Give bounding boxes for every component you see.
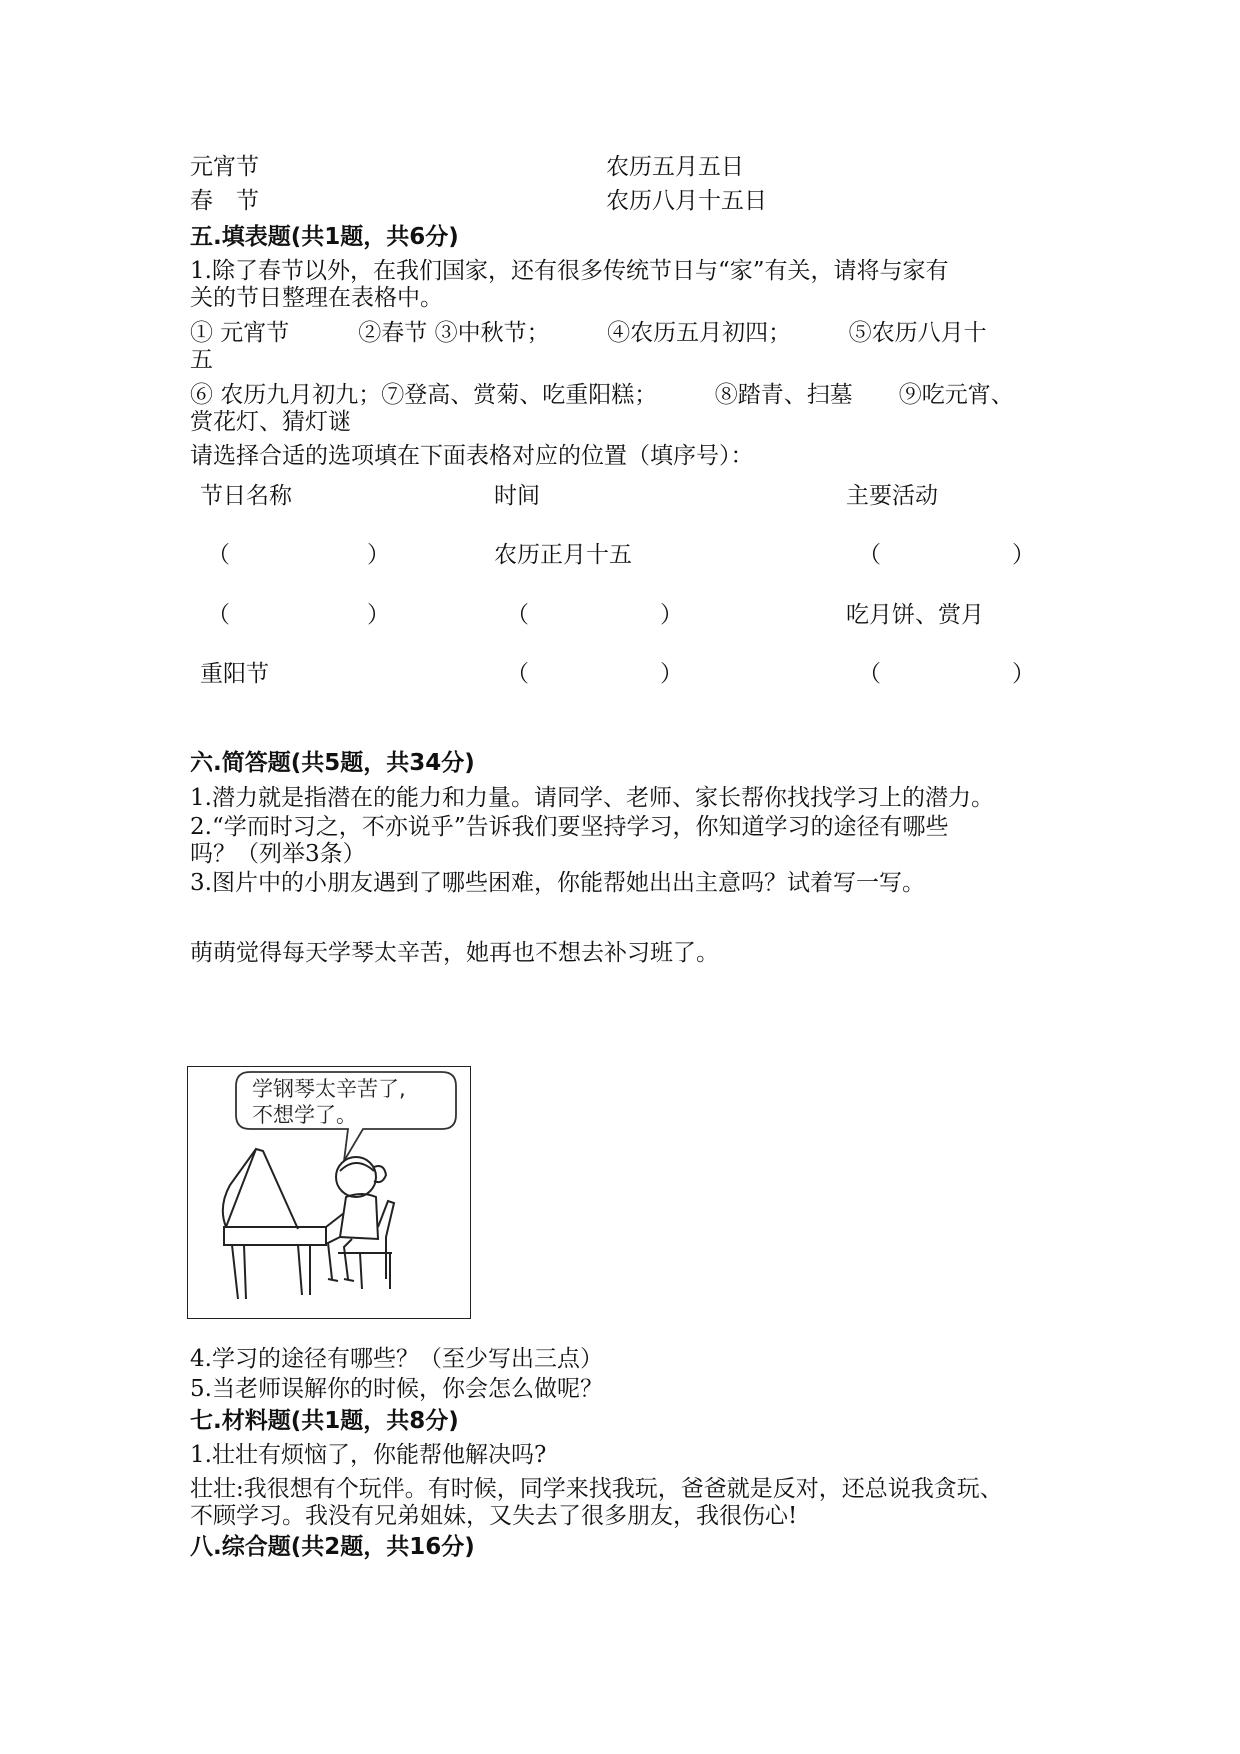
section6-q3: 3.图片中的小朋友遇到了哪些困难，你能帮她出出主意吗？试着写一写。 — [190, 870, 925, 896]
match-left-2: 春 节 — [190, 188, 259, 214]
blank-open-paren: （ — [506, 602, 529, 628]
section5-header: 五.填表题(共1题，共6分) — [190, 224, 459, 250]
blank-close-paren: ） — [1012, 661, 1035, 687]
blank-open-paren: （ — [207, 542, 230, 568]
piano-girl-drawing — [188, 1067, 472, 1320]
blank-close-paren: ） — [660, 602, 683, 628]
piano-girl-illustration — [187, 1066, 471, 1319]
section6-q2-line2: 吗？（列举3条） — [190, 841, 366, 867]
section7-header: 七.材料题(共1题，共8分) — [190, 1408, 459, 1434]
section5-options-line1: ① 元宵节 ②春节 ③中秋节； ④农历五月初四； ⑤农历八月十 — [190, 320, 987, 346]
section6-q1: 1.潜力就是指潜在的能力和力量。请同学、老师、家长帮你找找学习上的潜力。 — [190, 785, 994, 811]
table-header-activity: 主要活动 — [846, 483, 938, 509]
row3-name: 重阳节 — [200, 661, 269, 687]
blank-close-paren: ） — [367, 602, 390, 628]
section6-header: 六.简答题(共5题，共34分) — [190, 750, 475, 776]
section6-q5: 5.当老师误解你的时候，你会怎么做呢？ — [190, 1376, 603, 1402]
blank-open-paren: （ — [207, 602, 230, 628]
girl — [326, 1157, 394, 1289]
blank-close-paren: ） — [660, 661, 683, 687]
row2-activity: 吃月饼、赏月 — [846, 602, 984, 628]
section6-q2-line1: 2.“学而时习之，不亦说乎”告诉我们要坚持学习，你知道学习的途径有哪些 — [190, 814, 949, 840]
blank-open-paren: （ — [858, 661, 881, 687]
blank-close-paren: ） — [1012, 542, 1035, 568]
blank-open-paren: （ — [506, 661, 529, 687]
row1-time: 农历正月十五 — [494, 542, 632, 568]
table-header-time: 时间 — [494, 483, 540, 509]
section6-q4: 4.学习的途径有哪些？（至少写出三点） — [190, 1346, 603, 1372]
section7-material-line2: 不顾学习。我没有兄弟姐妹，又失去了很多朋友，我很伤心! — [190, 1503, 798, 1529]
speech-line-2: 不想学了。 — [252, 1103, 357, 1127]
match-left-1: 元宵节 — [190, 154, 259, 180]
section5-options-line2: 五 — [190, 347, 213, 373]
section5-q1-line2: 关的节日整理在表格中。 — [190, 285, 443, 311]
match-right-1: 农历五月五日 — [606, 154, 744, 180]
section5-q1-line1: 1.除了春节以外，在我们国家，还有很多传统节日与“家”有关，请将与家有 — [190, 258, 949, 284]
section7-q1: 1.壮壮有烦恼了，你能帮他解决吗? — [190, 1442, 547, 1468]
piano — [223, 1149, 326, 1299]
speech-line-1: 学钢琴太辛苦了, — [252, 1077, 406, 1101]
section8-header: 八.综合题(共2题，共16分) — [190, 1534, 475, 1560]
section5-instruction: 请选择合适的选项填在下面表格对应的位置（填序号）： — [190, 443, 754, 469]
section5-options-line4: 赏花灯、猜灯谜 — [190, 409, 351, 435]
table-header-name: 节日名称 — [200, 483, 292, 509]
section6-q3-story: 萌萌觉得每天学琴太辛苦，她再也不想去补习班了。 — [190, 940, 719, 966]
match-right-2: 农历八月十五日 — [606, 188, 767, 214]
blank-close-paren: ） — [367, 542, 390, 568]
blank-open-paren: （ — [858, 542, 881, 568]
section7-material-line1: 壮壮:我很想有个玩伴。有时候，同学来找我玩，爸爸就是反对，还总说我贪玩、 — [190, 1476, 1003, 1502]
section5-options-line3: ⑥ 农历九月初九；⑦登高、赏菊、吃重阳糕； ⑧踏青、扫墓 ⑨吃元宵、 — [190, 382, 1014, 408]
